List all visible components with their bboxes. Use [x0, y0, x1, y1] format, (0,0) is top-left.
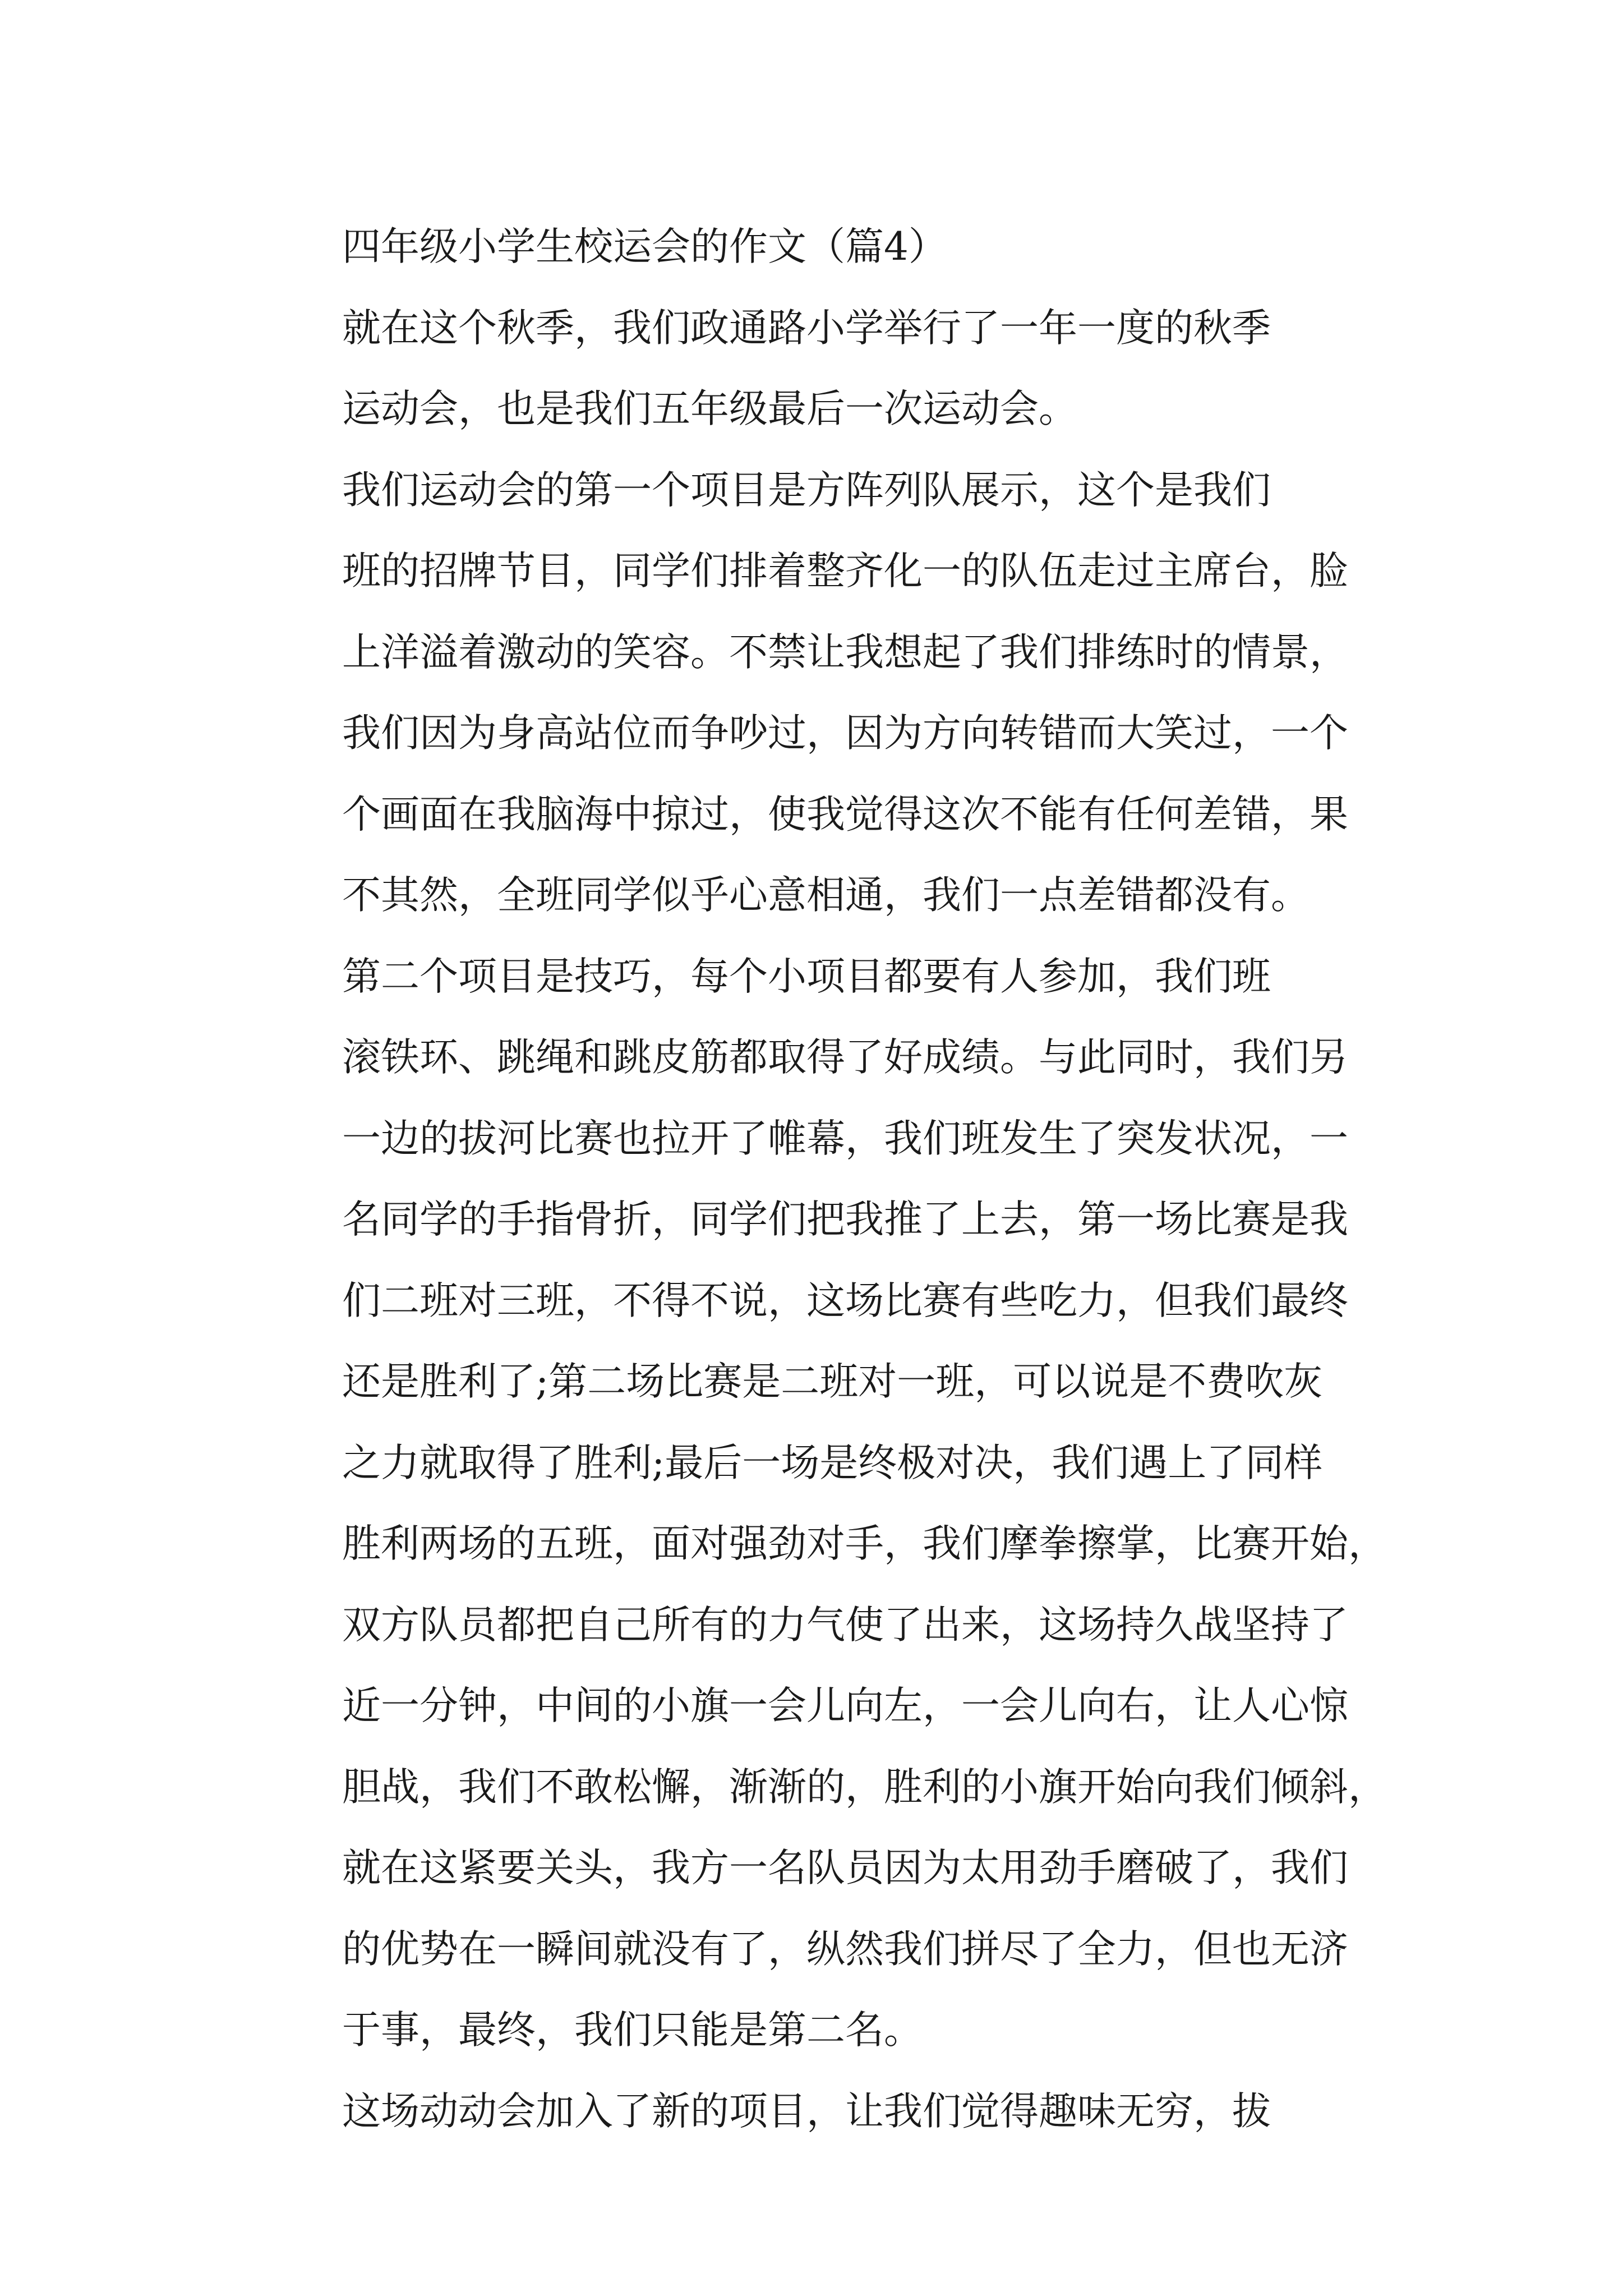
paragraph-line: 们二班对三班，不得不说，这场比赛有些吃力，但我们最终	[342, 1278, 1348, 1323]
paragraph-line: 我们运动会的第一个项目是方阵列队展示，这个是我们	[342, 467, 1271, 513]
paragraph-line: 运动会，也是我们五年级最后一次运动会。	[342, 386, 1077, 431]
paragraph-line: 还是胜利了;第二场比赛是二班对一班，可以说是不费吹灰	[342, 1359, 1323, 1404]
paragraph-line: 于事，最终，我们只能是第二名。	[342, 2008, 923, 2053]
paragraph-line: 不其然，全班同学似乎心意相通，我们一点差错都没有。	[342, 873, 1310, 918]
title-line: 四年级小学生校运会的作文（篇4）	[342, 224, 947, 269]
paragraph-line: 双方队员都把自己所有的力气使了出来，这场持久战坚持了	[342, 1602, 1348, 1648]
paragraph-line: 近一分钟，中间的小旗一会儿向左，一会儿向右，让人心惊	[342, 1683, 1348, 1728]
paragraph-2	[253, 450, 1375, 936]
paragraph-line: 名同学的手指骨折，同学们把我推了上去，第一场比赛是我	[342, 1197, 1348, 1242]
paragraph-line: 班的招牌节目，同学们排着整齐化一的队伍走过主席台，脸	[342, 549, 1348, 593]
paragraph-line: 之力就取得了胜利;最后一场是终极对决，我们遇上了同样	[342, 1440, 1323, 1485]
paragraph-line: 的优势在一瞬间就没有了，纵然我们拼尽了全力，但也无济	[342, 1926, 1348, 1972]
paragraph-3	[253, 936, 1387, 2071]
paragraph-line: 这场动动会加入了新的项目，让我们觉得趣味无穷，拔	[342, 2088, 1271, 2134]
paragraph-line: 个画面在我脑海中掠过，使我觉得这次不能有任何差错，果	[342, 792, 1348, 837]
paragraph-4	[253, 2071, 1375, 2152]
paragraph-line: 我们因为身高站位而争吵过，因为方向转错而大笑过，一个	[342, 711, 1348, 756]
paragraph-line: 就在这个秋季，我们政通路小学举行了一年一度的秋季	[342, 305, 1271, 351]
paragraph-line: 第二个项目是技巧，每个小项目都要有人参加，我们班	[342, 954, 1271, 999]
document-body	[253, 206, 1387, 2152]
document-title	[253, 206, 1375, 288]
paragraph-line: 胆战，我们不敢松懈，渐渐的，胜利的小旗开始向我们倾斜，	[342, 1764, 1387, 1810]
paragraph-line: 滚铁环、跳绳和跳皮筋都取得了好成绩。与此同时，我们另	[342, 1035, 1348, 1080]
paragraph-line: 就在这紧要关头，我方一名队员因为太用劲手磨破了，我们	[342, 1846, 1348, 1890]
paragraph-line: 胜利两场的五班，面对强劲对手，我们摩拳擦掌，比赛开始，	[342, 1521, 1387, 1566]
paragraph-1	[253, 288, 1375, 450]
paragraph-line: 一边的拔河比赛也拉开了帷幕，我们班发生了突发状况，一	[342, 1116, 1348, 1161]
paragraph-line: 上洋溢着激动的笑容。不禁让我想起了我们排练时的情景，	[342, 629, 1348, 675]
